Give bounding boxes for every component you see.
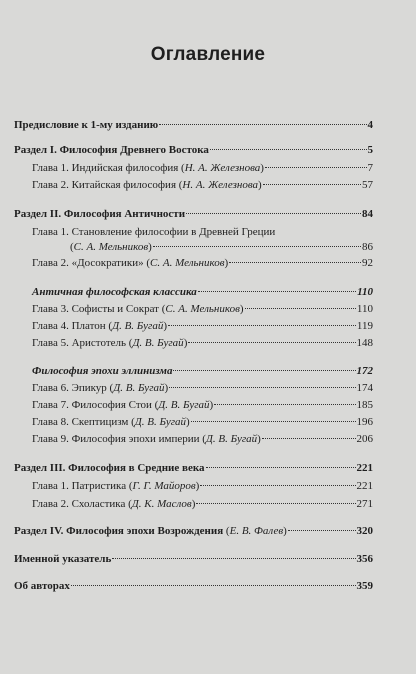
leader-dots (71, 585, 356, 586)
toc-entry-subsection[interactable]: Античная философская классика 110 (32, 286, 373, 298)
toc-entry-chapter[interactable]: Глава 2. Китайская философия (Н. А. Железнова) 57 (32, 179, 373, 191)
leader-dots (198, 291, 356, 292)
chapter-author: Д. В. Бугай (205, 433, 258, 445)
chapter-author: Д. В. Бугай (158, 399, 210, 411)
chapter-author: Н. А. Железнова (182, 179, 259, 191)
toc-entry-subsection[interactable]: Философия эпохи эллинизма 172 (32, 365, 373, 377)
toc-entry-index[interactable]: Именной указатель 356 (14, 553, 373, 565)
chapter-author: Д. В. Бугай (113, 382, 165, 394)
leader-dots (265, 167, 367, 168)
leader-dots (210, 149, 367, 150)
chapter-author: Д. К. Маслов (131, 498, 192, 510)
leader-dots (229, 262, 361, 263)
leader-dots (159, 124, 366, 125)
toc-entry-chapter[interactable]: Глава 5. Аристотель (Д. В. Бугай) 148 (32, 337, 373, 349)
leader-dots (112, 558, 355, 559)
leader-dots (196, 503, 355, 504)
toc-entry-chapter[interactable]: Глава 2. «Досократики» (С. А. Мельников) 92 (32, 257, 373, 269)
leader-dots (262, 438, 356, 439)
toc-entry-about-authors[interactable]: Об авторах 359 (14, 580, 373, 592)
chapter-author: С. А. Мельников (165, 303, 240, 315)
leader-dots (168, 325, 356, 326)
toc-entry-section-4[interactable]: Раздел IV. Философия эпохи Возрождения (Е. В. Фалев) 320 (14, 525, 373, 537)
leader-dots (200, 485, 355, 486)
leader-dots (153, 246, 361, 247)
toc-entry-section-2[interactable]: Раздел II. Философия Античности 84 (14, 208, 373, 220)
toc-entry-preface[interactable]: Предисловие к 1-му изданию 4 (14, 119, 373, 131)
chapter-author: Н. А. Железнова (184, 162, 261, 174)
page-title: Оглавление (150, 44, 266, 65)
section-author: Е. В. Фалев (229, 525, 284, 537)
toc-entry-chapter[interactable]: Глава 7. Философия Стои (Д. В. Бугай) 185 (32, 399, 373, 411)
chapter-author: С. А. Мельников (150, 257, 225, 269)
leader-dots (263, 184, 361, 185)
chapter-author: Д. В. Бугай (134, 416, 187, 428)
chapter-author: Д. В. Бугай (132, 337, 184, 349)
toc-entry-chapter[interactable]: Глава 4. Платон (Д. В. Бугай) 119 (32, 320, 373, 332)
toc-entry-chapter[interactable]: Глава 8. Скептицизм (Д. В. Бугай) 196 (32, 416, 373, 428)
toc-entry-section-3[interactable]: Раздел III. Философия в Средние века 221 (14, 462, 373, 474)
toc-entry-chapter[interactable]: (С. А. Мельников) 86 (70, 241, 373, 253)
chapter-author: Д. В. Бугай (112, 320, 164, 332)
leader-dots (288, 530, 356, 531)
toc-entry-chapter[interactable]: Глава 3. Софисты и Сократ (С. А. Мельников) 110 (32, 303, 373, 315)
leader-dots (169, 387, 355, 388)
leader-dots (191, 421, 356, 422)
toc-entry-section-1[interactable]: Раздел I. Философия Древнего Востока 5 (14, 144, 373, 156)
leader-dots (188, 342, 355, 343)
toc-entry-chapter[interactable]: Глава 9. Философия эпохи империи (Д. В. Бугай) 206 (32, 433, 373, 445)
leader-dots (206, 467, 356, 468)
toc-entry-chapter[interactable]: Глава 1. Индийская философия (Н. А. Железнова) 7 (32, 162, 373, 174)
toc-entry-chapter[interactable]: Глава 6. Эпикур (Д. В. Бугай) 174 (32, 382, 373, 394)
toc-entry-chapter[interactable]: Глава 2. Схоластика (Д. К. Маслов) 271 (32, 498, 373, 510)
toc-entry-chapter[interactable]: Глава 1. Патристика (Г. Г. Майоров) 221 (32, 480, 373, 492)
chapter-author: С. А. Мельников (73, 241, 149, 253)
leader-dots (245, 308, 356, 309)
toc-entry-chapter-line1[interactable]: Глава 1. Становление философии в Древней Греции (32, 226, 276, 238)
leader-dots (186, 213, 361, 214)
leader-dots (214, 404, 355, 405)
chapter-author: Г. Г. Майоров (132, 480, 196, 492)
leader-dots (173, 370, 355, 371)
